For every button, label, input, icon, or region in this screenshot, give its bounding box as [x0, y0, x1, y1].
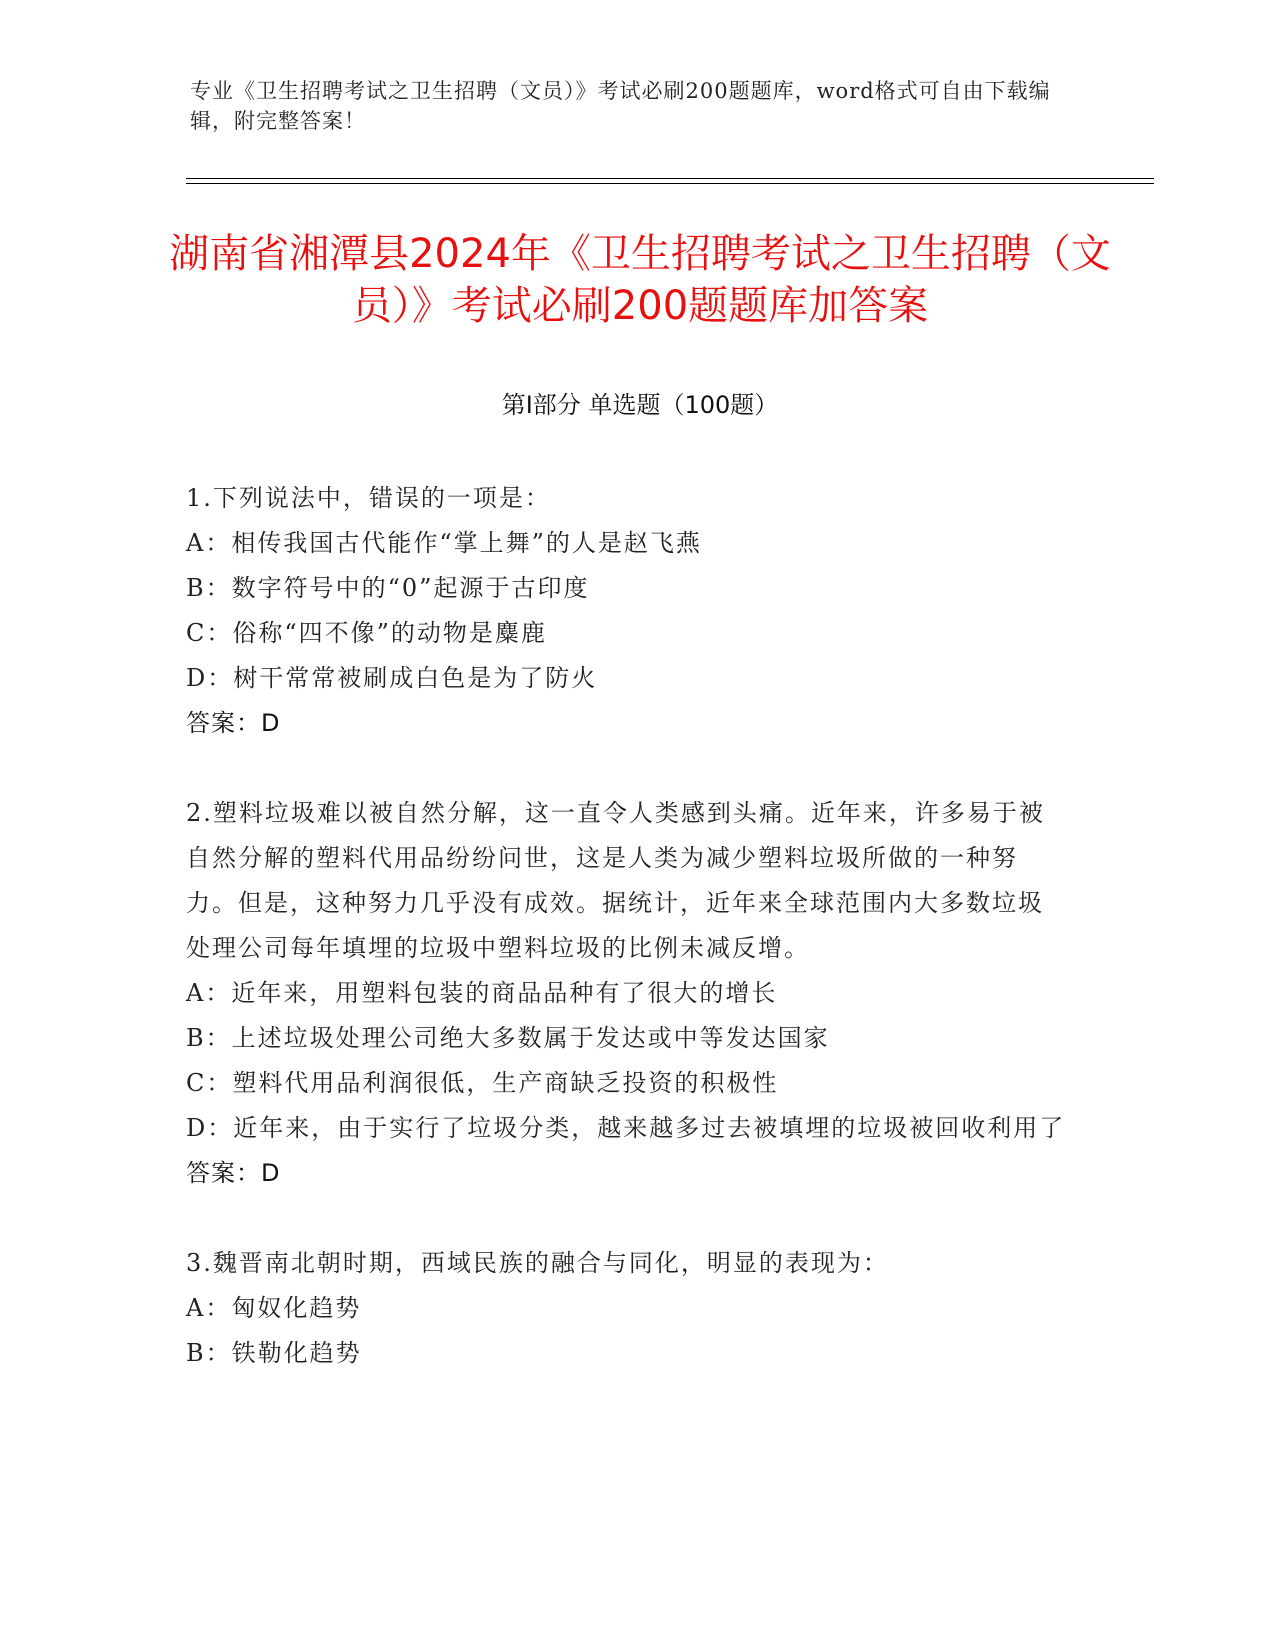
option-c: C：塑料代用品利润很低，生产商缺乏投资的积极性	[186, 1069, 779, 1097]
option-b: B：铁勒化趋势	[186, 1339, 362, 1367]
header-note: 专业《卫生招聘考试之卫生招聘（文员）》考试必刷200题题库，word格式可自由下载编辑，附完整答案！	[190, 79, 1051, 133]
header-rule-thick	[186, 178, 1154, 179]
question-list	[186, 476, 1066, 1421]
option-a: A：匈奴化趋势	[186, 1294, 362, 1322]
question-stem: 2.塑料垃圾难以被自然分解，这一直令人类感到头痛。近年来，许多易于被自然分解的塑料代用品纷纷问世，这是人类为减少塑料垃圾所做的一种努力。但是，这种努力几乎没有成效。据统计，近年来全球范围内大多数垃圾处理公司每年填埋的垃圾中塑料垃圾的比例未减反增。	[186, 799, 1045, 962]
option-a: A：近年来，用塑料包装的商品品种有了很大的增长	[186, 979, 778, 1007]
option-d: D：树干常常被刷成白色是为了防火	[186, 664, 598, 692]
answer-line: 答案：D	[186, 1159, 281, 1187]
option-d: D：近年来，由于实行了垃圾分类，越来越多过去被填埋的垃圾被回收利用了	[186, 1114, 1066, 1142]
option-c: C：俗称“四不像”的动物是麋鹿	[186, 619, 547, 647]
option-a: A：相传我国古代能作“掌上舞”的人是赵飞燕	[186, 529, 702, 557]
option-b: B：上述垃圾处理公司绝大多数属于发达或中等发达国家	[186, 1024, 830, 1052]
header-rule-thin	[186, 183, 1154, 184]
document-title: 湖南省湘潭县2024年《卫生招聘考试之卫生招聘（文员）》考试必刷200题题库加答案	[169, 231, 1111, 329]
question-2	[186, 791, 1066, 1196]
question-3	[186, 1241, 1066, 1376]
answer-line: 答案：D	[186, 709, 281, 737]
question-stem: 3.魏晋南北朝时期，西域民族的融合与同化，明显的表现为：	[186, 1249, 889, 1277]
option-b: B：数字符号中的“0”起源于古印度	[186, 574, 590, 602]
question-1	[186, 476, 1066, 746]
section-heading: 第Ⅰ部分 单选题（100题）	[501, 391, 779, 419]
question-stem: 1.下列说法中，错误的一项是：	[186, 484, 551, 512]
